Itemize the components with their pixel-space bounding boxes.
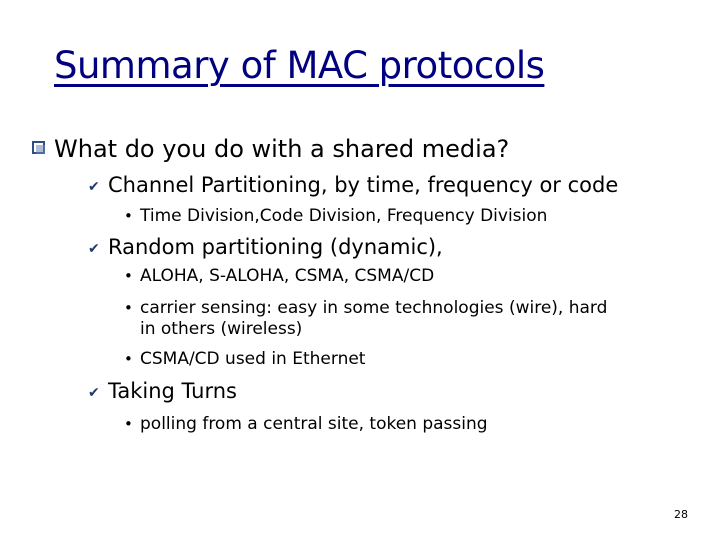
sub-item (124, 413, 488, 435)
dot-bullet-icon: • (124, 207, 133, 225)
sub-item (124, 265, 434, 287)
check-bullet-icon: ✔ (88, 385, 100, 401)
sub-item-text: Time Division,Code Division, Frequency Division (140, 206, 548, 226)
list-item-label: Random partitioning (dynamic), (108, 235, 443, 259)
list-item-label: Taking Turns (108, 379, 237, 403)
main-bullet-text: What do you do with a shared media? (54, 135, 510, 163)
dot-bullet-icon: • (124, 299, 133, 317)
slide-title: Summary of MAC protocols (54, 44, 545, 87)
sub-item-text: in others (wireless) (140, 319, 303, 339)
dot-bullet-icon: • (124, 350, 133, 368)
sub-item-text: CSMA/CD used in Ethernet (140, 349, 366, 369)
sub-item-text: polling from a central site, token passing (140, 414, 488, 434)
sub-item (124, 297, 607, 319)
square-bullet-icon (32, 141, 45, 154)
page-number: 28 (674, 508, 688, 521)
sub-item-text: carrier sensing: easy in some technologies (wire), hard (140, 298, 608, 318)
sub-item (124, 348, 365, 370)
sub-item (124, 205, 547, 227)
main-bullet (32, 134, 509, 164)
sub-item-text: ALOHA, S-ALOHA, CSMA, CSMA/CD (140, 266, 435, 286)
check-bullet-icon: ✔ (88, 179, 100, 195)
list-item (88, 377, 237, 405)
list-item (88, 233, 443, 261)
list-item-label: Channel Partitioning, by time, frequency or code (108, 173, 619, 197)
dot-bullet-icon: • (124, 267, 133, 285)
dot-bullet-icon: • (124, 415, 133, 433)
list-item (88, 171, 618, 199)
sub-item-continuation (124, 318, 302, 340)
check-bullet-icon: ✔ (88, 241, 100, 257)
